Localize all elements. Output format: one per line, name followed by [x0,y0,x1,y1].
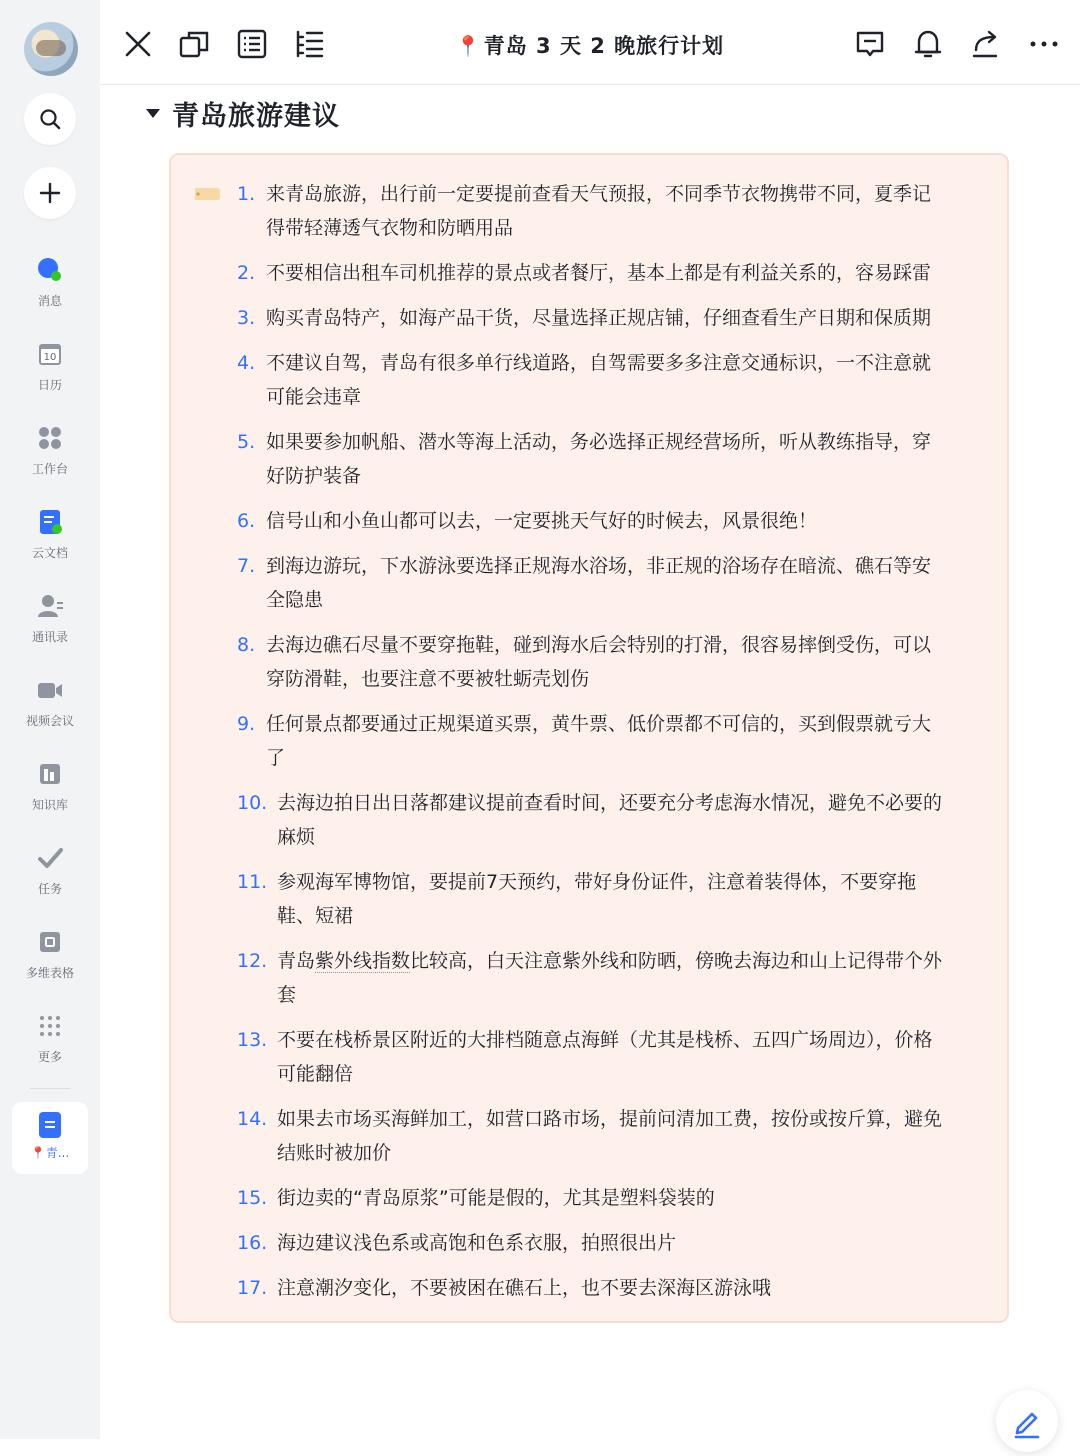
tip-text [277,1023,933,1091]
tip-item [237,177,931,245]
sidebar [0,0,100,1439]
tip-text [266,628,931,696]
tip-item [237,425,931,493]
tip-text-line: 结账时被加价 [277,1142,392,1164]
sidebar-divider [30,1088,70,1089]
tip-item [237,301,931,335]
tip-text-line: 不要相信出租车司机推荐的景点或者餐厅，基本上都是有利益关系的，容易踩雷 [266,262,932,284]
sidebar-item-label: 任务 [37,882,62,896]
tip-item [237,628,931,696]
contacts-icon [36,592,64,620]
tip-text-line: 套 [277,984,297,1006]
tip-text [266,707,931,775]
notifications-button[interactable] [912,28,944,60]
video-meeting-icon [36,676,64,704]
doc-icon [39,1112,61,1138]
tip-text [277,1226,676,1260]
collapse-triangle-icon[interactable] [146,109,160,118]
comments-button[interactable] [854,28,886,60]
tip-item [237,1271,771,1305]
current-doc-label: 📍青... [30,1146,70,1160]
share-button[interactable] [970,28,1002,60]
tip-text [266,301,931,335]
tip-text [277,944,942,1012]
tip-text [266,425,931,493]
tip-text [277,1271,771,1305]
sidebar-item-video-meeting[interactable] [0,670,100,740]
pencil-icon [996,1390,1058,1452]
sidebar-item-contacts[interactable] [0,586,100,656]
sidebar-item-label: 通讯录 [31,630,68,644]
tip-text-line: 不建议自驾，青岛有很多单行线道路，自驾需要多多注意交通标识，一不注意就 [266,352,932,374]
edit-button[interactable] [996,1390,1058,1452]
tip-text-line: 好防护装备 [266,465,362,487]
tip-item [237,504,817,538]
tip-text-line: 如果去市场买海鲜加工，如营口路市场，提前问清加工费，按份或按斤算，避免 [277,1108,943,1130]
sidebar-item-label: 云文档 [31,546,68,560]
tip-text [277,786,942,854]
tip-number: 14. [237,1108,268,1130]
sidebar-item-label: 消息 [37,294,62,308]
tip-item [237,1226,676,1260]
tip-text-line: 得带轻薄透气衣物和防晒用品 [266,217,514,239]
task-icon [36,844,64,872]
tip-text-line: 信号山和小鱼山都可以去，一定要挑天气好的时候去，风景很绝！ [266,510,818,532]
avatar[interactable] [24,22,78,76]
tip-number: 6. [237,510,256,532]
sidebar-current-doc[interactable] [12,1102,88,1174]
tip-item [237,865,916,933]
tip-text-line: 鞋、短裙 [277,905,354,927]
tip-number: 12. [237,950,268,972]
more-horizontal-icon [1028,28,1060,60]
pin-icon: 📍 [455,34,482,58]
sidebar-item-calendar[interactable] [0,334,100,404]
workspace-icon [36,424,64,452]
wiki-icon [36,760,64,788]
tip-item [237,256,931,290]
top-bar [100,0,1080,85]
more-options-button[interactable] [1028,28,1060,60]
tip-number: 9. [237,713,256,735]
message-icon [36,256,64,284]
tip-text-line: 购买青岛特产，如海产品干货，尽量选择正规店铺，仔细查看生产日期和保质期 [266,307,932,329]
tip-text-line: 如果要参加帆船、潜水等海上活动，务必选择正规经营场所，听从教练指导，穿 [266,431,932,453]
sidebar-item-label: 视频会议 [25,714,74,728]
section-heading-text: 青岛旅游建议 [172,100,340,132]
tip-text [266,549,931,617]
sidebar-item-messages[interactable] [0,250,100,320]
tip-text-line: 去海边礁石尽量不要穿拖鞋，碰到海水后会特别的打滑，很容易摔倒受伤，可以 [266,634,932,656]
tip-number: 15. [237,1187,268,1209]
tip-text-line: 穿防滑鞋，也要注意不要被牡蛎壳划伤 [266,668,590,690]
tip-text [277,865,916,933]
section-heading[interactable] [146,93,340,133]
sidebar-item-bitable[interactable] [0,922,100,992]
tip-text-line: 可能会违章 [266,386,362,408]
tip-text-line: 来青岛旅游，出行前一定要提前查看天气预报，不同季节衣物携带不同，夏季记 [266,183,932,205]
sidebar-item-cloud-docs[interactable] [0,502,100,572]
sidebar-item-wiki[interactable] [0,754,100,824]
tip-number: 5. [237,431,256,453]
add-button[interactable] [24,167,76,219]
tip-item [237,1102,942,1170]
tip-text-line: 注意潮汐变化，不要被困在礁石上，也不要去深海区游泳哦 [277,1277,772,1299]
tip-number: 3. [237,307,256,329]
sidebar-item-label: 日历 [37,378,62,392]
tip-text-segment: 青岛 [277,950,316,972]
sidebar-item-label: 知识库 [31,798,68,812]
tip-text-line: 了 [266,747,286,769]
comment-icon [854,28,886,60]
tip-text [277,1102,942,1170]
tip-text [266,177,931,245]
tip-item [237,1023,933,1091]
sidebar-item-tasks[interactable] [0,838,100,908]
tip-text-line: 街边卖的“青岛原浆”可能是假的，尤其是塑料袋装的 [277,1187,715,1209]
tip-text [266,504,817,538]
share-icon [970,28,1002,60]
tip-text [266,346,931,414]
bitable-icon [36,928,64,956]
tip-number: 2. [237,262,256,284]
tip-item [237,346,931,414]
tip-number: 16. [237,1232,268,1254]
tip-text [277,1181,715,1215]
tip-item [237,1181,715,1215]
callout-block [169,153,1009,1323]
tip-item [237,707,931,775]
tag-icon [193,185,221,203]
tip-text-line: 全隐患 [266,589,324,611]
calendar-badge: 10 [43,352,57,363]
tip-number: 13. [237,1029,268,1051]
search-button[interactable] [24,93,76,145]
tip-item [237,944,942,1012]
sidebar-item-label: 更多 [37,1050,62,1064]
tip-text-line [277,944,942,978]
tip-number: 17. [237,1277,268,1299]
sidebar-item-workspace[interactable] [0,418,100,488]
tip-text-line: 海边建议浅色系或高饱和色系衣服，拍照很出片 [277,1232,677,1254]
tip-text-line: 参观海军博物馆，要提前7天预约，带好身份证件，注意着装得体，不要穿拖 [277,871,917,893]
tip-number: 11. [237,871,268,893]
tip-text-line: 不要在栈桥景区附近的大排档随意点海鲜（尤其是栈桥、五四广场周边），价格 [277,1029,933,1051]
bell-icon [912,28,944,60]
sidebar-item-more[interactable] [0,1006,100,1076]
sidebar-item-label: 多维表格 [25,966,74,980]
tip-text-line: 到海边游玩，下水游泳要选择正规海水浴场，非正规的浴场存在暗流、礁石等安 [266,555,932,577]
tip-text-line: 去海边拍日出日落都建议提前查看时间，还要充分考虑海水情况，避免不必要的 [277,792,943,814]
tip-number: 1. [237,183,256,205]
cloud-doc-icon [36,508,64,536]
tip-number: 7. [237,555,256,577]
tip-text-line: 可能翻倍 [277,1063,354,1085]
tip-text-line: 任何景点都要通过正规渠道买票，黄牛票、低价票都不可信的，买到假票就亏大 [266,713,932,735]
tip-text-line: 麻烦 [277,826,316,848]
tip-number: 10. [237,792,268,814]
tip-item [237,549,931,617]
plus-icon [38,181,62,205]
sidebar-item-label: 工作台 [31,462,68,476]
dotted-term[interactable]: 紫外线指数 [315,950,411,972]
calendar-icon [36,340,64,368]
tip-text [266,256,931,290]
tip-number: 4. [237,352,256,374]
more-grid-icon [36,1012,64,1040]
tip-item [237,786,942,854]
search-icon [38,107,62,131]
tip-number: 8. [237,634,256,656]
document-title-text: 青岛 3 天 2 晚旅行计划 [483,34,725,58]
tip-text-segment: 比较高，白天注意紫外线和防晒，傍晚去海边和山上记得带个外 [410,950,943,972]
